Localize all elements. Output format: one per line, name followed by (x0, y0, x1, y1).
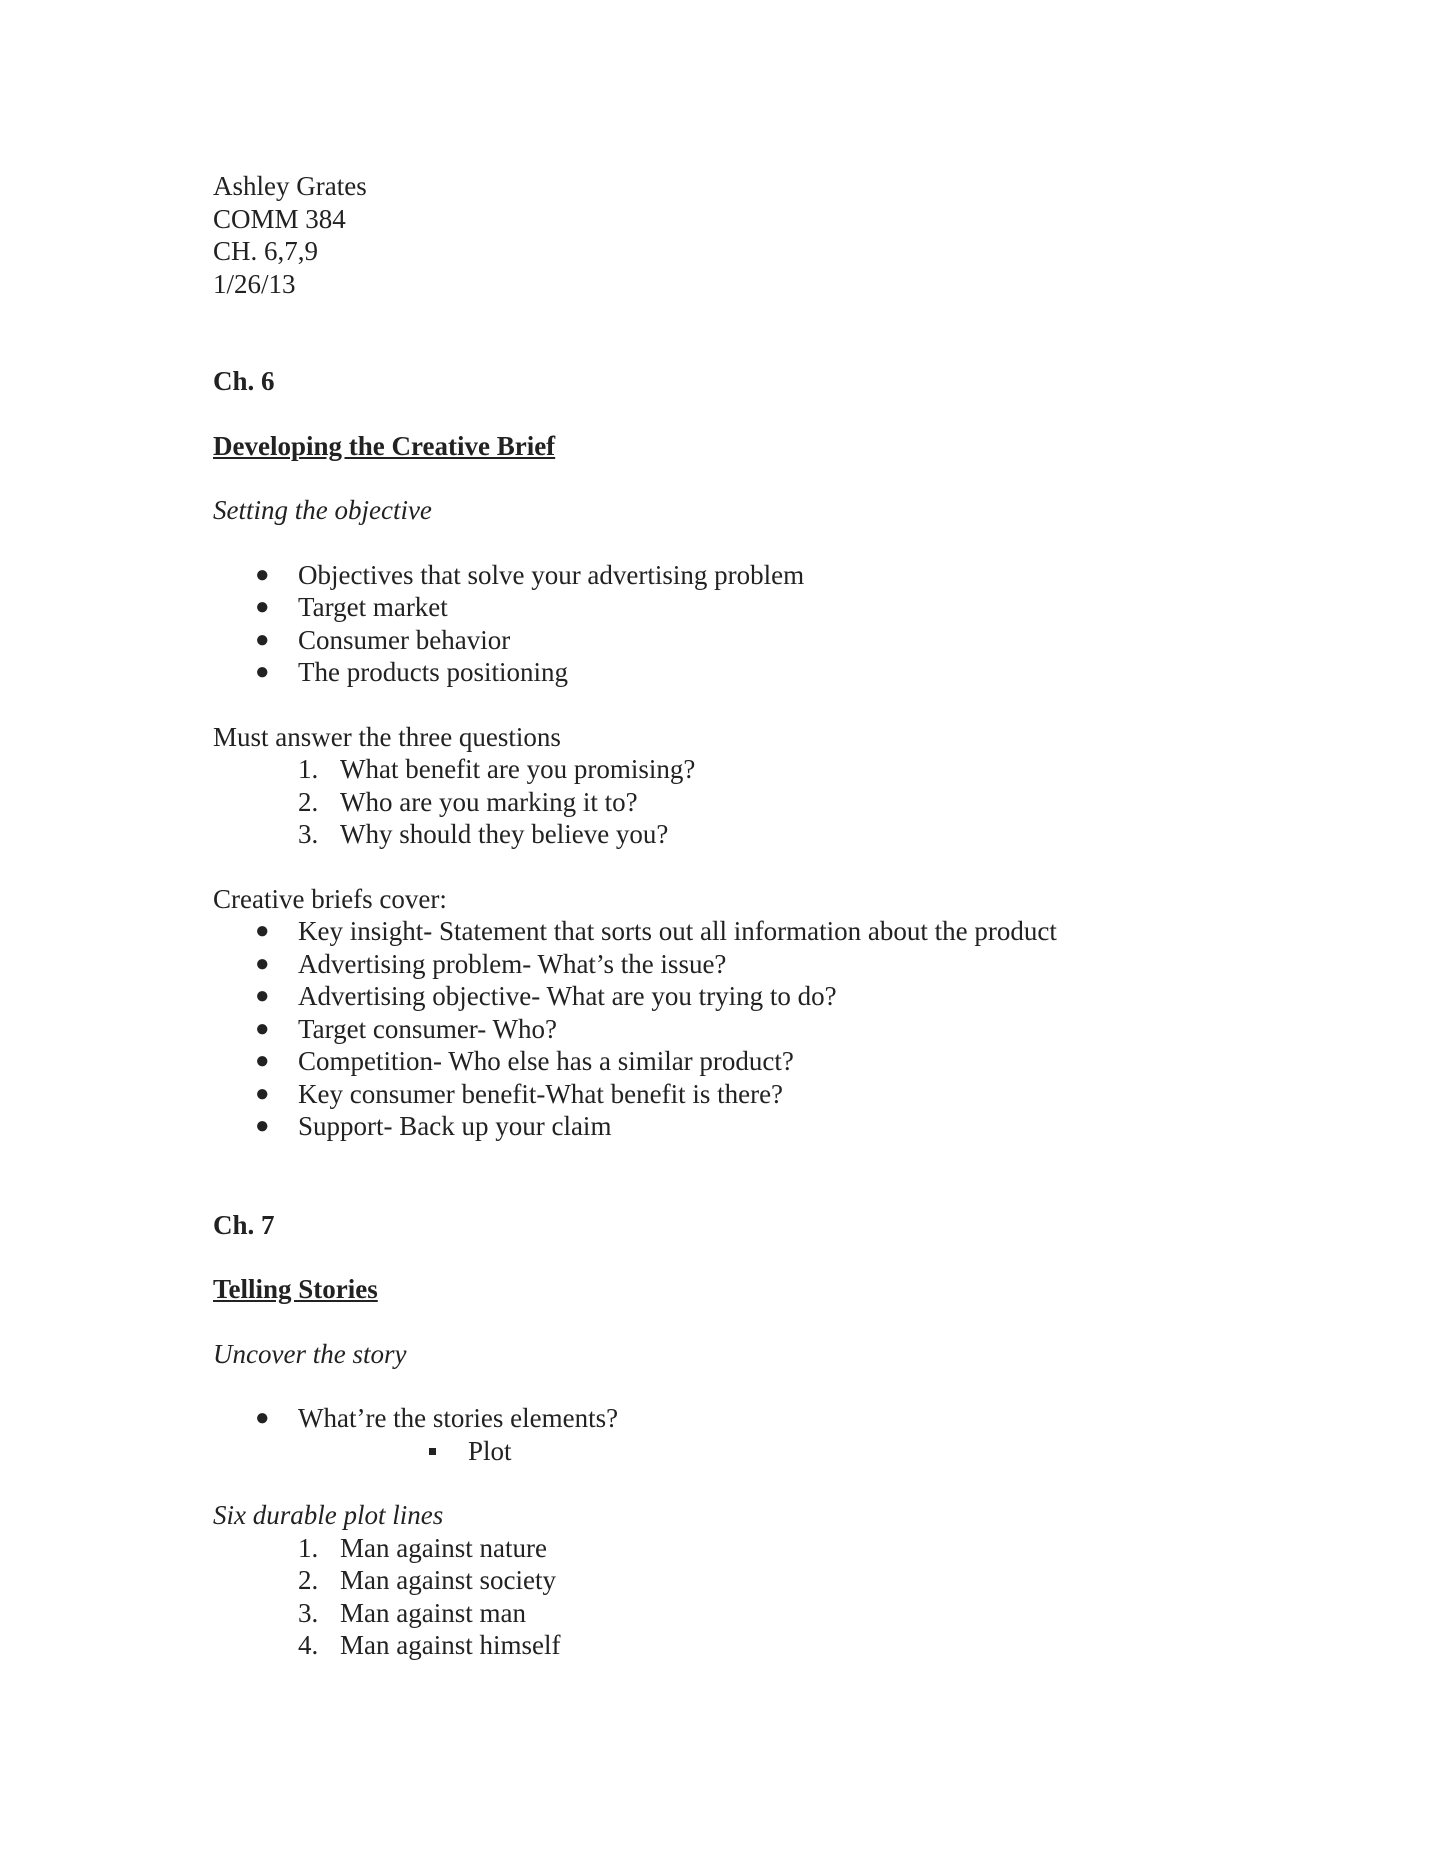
bullet-icon: ● (255, 1015, 270, 1042)
chapter-6-title: Developing the Creative Brief (213, 430, 556, 461)
objectives-list (213, 559, 1313, 689)
questions-intro: Must answer the three questions (213, 721, 561, 752)
list-item: 2. Man against society (298, 1565, 556, 1595)
bullet-icon: ● (255, 1080, 270, 1107)
bullet-icon: ● (255, 594, 270, 620)
bullet-icon: ● (255, 918, 270, 944)
list-item: ● Advertising objective- What are you trying to do? (255, 981, 837, 1011)
cover-intro: Creative briefs cover: (213, 883, 447, 914)
list-item: 1. What benefit are you promising? (298, 754, 696, 784)
list-item: ● The products positioning (255, 657, 568, 687)
story-elements-list (213, 1402, 1313, 1435)
list-item: ● Key insight- Statement that sorts out all information about the product (255, 916, 1057, 946)
list-item: ● Competition- Who else has a similar product? (255, 1046, 794, 1076)
bullet-icon: ● (255, 1405, 270, 1431)
document-page (213, 170, 1313, 1662)
list-item: 2. Who are you marking it to? (298, 786, 638, 817)
bullet-icon: ● (255, 950, 270, 977)
list-item: Plot (213, 1435, 1313, 1468)
list-item: 3. Why should they believe you? (298, 819, 669, 849)
list-item: ● Key consumer benefit-What benefit is there? (255, 1078, 784, 1109)
cover-list (213, 915, 1313, 1143)
story-elements-sublist (213, 1435, 1313, 1468)
questions-list (213, 753, 1313, 851)
plot-lines-list (213, 1532, 1313, 1662)
document-header (213, 170, 1313, 300)
bullet-icon: ● (255, 1113, 270, 1139)
chapter-7-title: Telling Stories (213, 1274, 378, 1304)
list-item: ● Advertising problem- What’s the issue? (255, 948, 727, 979)
list-item: 1. Man against nature (298, 1532, 547, 1563)
chapter-6-label: Ch. 6 (213, 366, 275, 396)
bullet-icon: ● (255, 659, 270, 685)
list-item: ● Objectives that solve your advertising problem (255, 559, 805, 590)
plot-lines-subhead: Six durable plot lines (213, 1500, 444, 1530)
document-date: 1/26/13 (213, 268, 296, 299)
chapter-6-subhead: Setting the objective (213, 495, 432, 525)
list-item: 3. Man against man (298, 1597, 526, 1628)
chapters-covered: CH. 6,7,9 (213, 236, 319, 266)
list-item: ● What’re the stories elements? (255, 1403, 619, 1433)
bullet-icon: ● (255, 1048, 270, 1074)
chapter-7-subhead: Uncover the story (213, 1338, 407, 1369)
bullet-icon: ● (255, 983, 270, 1009)
list-item: 4. Man against himself (298, 1630, 561, 1660)
list-item: ● Consumer behavior (255, 624, 511, 655)
list-item: ● Support- Back up your claim (255, 1111, 612, 1141)
bullet-icon: ● (255, 561, 270, 588)
course-code: COMM 384 (213, 203, 346, 234)
list-item: ● Target consumer- Who? (255, 1013, 557, 1044)
square-bullet-icon (429, 1448, 436, 1455)
list-item: ● Target market (255, 592, 448, 622)
author-name: Ashley Grates (213, 171, 367, 201)
chapter-7-label: Ch. 7 (213, 1209, 275, 1240)
bullet-icon: ● (255, 626, 270, 653)
